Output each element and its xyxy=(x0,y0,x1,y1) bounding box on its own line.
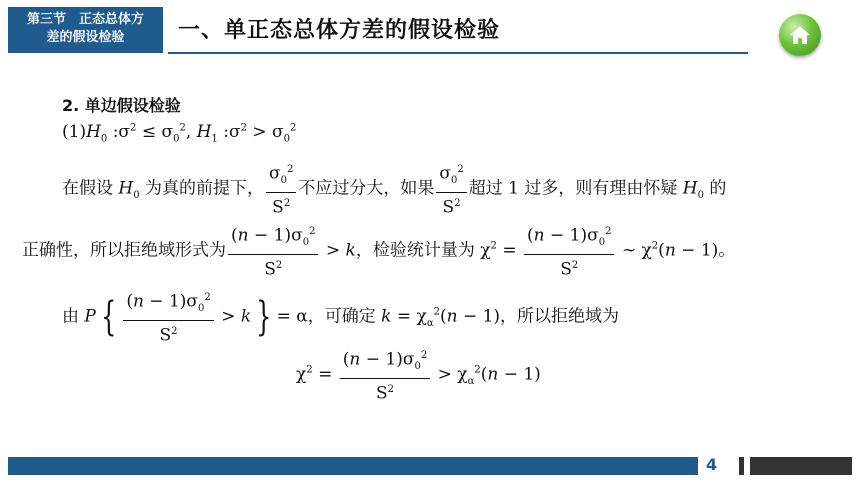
explanation-line-2: 正确性，所以拒绝域形式为 $\frac{(n - 1)\sigma_0^2}{S^2}$ > k，检验统计量为 $\chi^2$ = $\frac{(n - 1)\sigma_0^2}{S^2}$ ∼ $\chi^2(n - 1)$。 xyxy=(22,221,735,281)
section-heading: 2. 单边假设检验 xyxy=(62,96,181,115)
section-tag-line2: 差的假设检验 xyxy=(46,30,125,45)
case-label: (1) xyxy=(62,122,87,142)
page-number: 4 xyxy=(706,455,718,474)
text-fragment: ，可确定 xyxy=(307,306,376,327)
section-tag-line1: 第三节 正态总体方 xyxy=(26,12,144,27)
text-fragment: 超过 1 过多，则有理由怀疑 xyxy=(468,178,678,199)
ratio-fraction: $\frac{\sigma_0^2}{S^2}$ xyxy=(436,159,466,219)
text-fragment: 正确性，所以拒绝域形式为 xyxy=(22,240,226,261)
text-fragment: ，检验统计量为 xyxy=(355,240,475,261)
explanation-line-1: 在假设 $H_0$ 为真的前提下， $\frac{\sigma_0^2}{S^2}$ 不应过分大，如果 $\frac{\sigma_0^2}{S^2}$ 超过 1 过多，则有理由怀疑 $H_0$ 的 xyxy=(62,159,726,219)
rejection-fraction: $\frac{(n - 1)\sigma_0^2}{S^2}$ xyxy=(340,345,430,405)
hypothesis-line: $(1)H_0$ $:\sigma^2 \le \sigma_0^2$, $H_1$ $:\sigma^2 > \sigma_0^2$ xyxy=(62,122,297,145)
rejection-region-formula: $\chi^2$ = $\frac{(n - 1)\sigma_0^2}{S^2}$ > $\chi_\alpha^2(n - 1)$ xyxy=(296,345,541,405)
text-fragment: 的 xyxy=(709,178,727,199)
page-title: 一、单正态总体方差的假设检验 xyxy=(178,18,501,43)
text-fragment: ，所以拒绝域为 xyxy=(500,306,620,327)
ratio-fraction: $\frac{\sigma_0^2}{S^2}$ xyxy=(266,159,296,219)
text-fragment: 不应过分大，如果 xyxy=(298,178,435,199)
probability-fraction: $\frac{(n - 1)\sigma_0^2}{S^2}$ xyxy=(123,287,213,347)
text-fragment: 在假设 xyxy=(62,178,113,199)
statistic-fraction: $\frac{(n - 1)\sigma_0^2}{S^2}$ xyxy=(524,221,614,281)
footer-separator xyxy=(739,457,744,475)
footer-dark-block xyxy=(750,457,852,475)
explanation-line-3: 由 P { $\frac{(n - 1)\sigma_0^2}{S^2}$ > k } = α，可确定 $k = \chi_\alpha^2(n - 1)$，所以拒绝域为 xyxy=(62,287,619,347)
footer-bar xyxy=(8,457,698,475)
statistic-fraction: $\frac{(n - 1)\sigma_0^2}{S^2}$ xyxy=(228,221,318,281)
text-fragment: 为真的前提下， xyxy=(145,178,265,199)
text-fragment: 由 xyxy=(62,306,79,327)
